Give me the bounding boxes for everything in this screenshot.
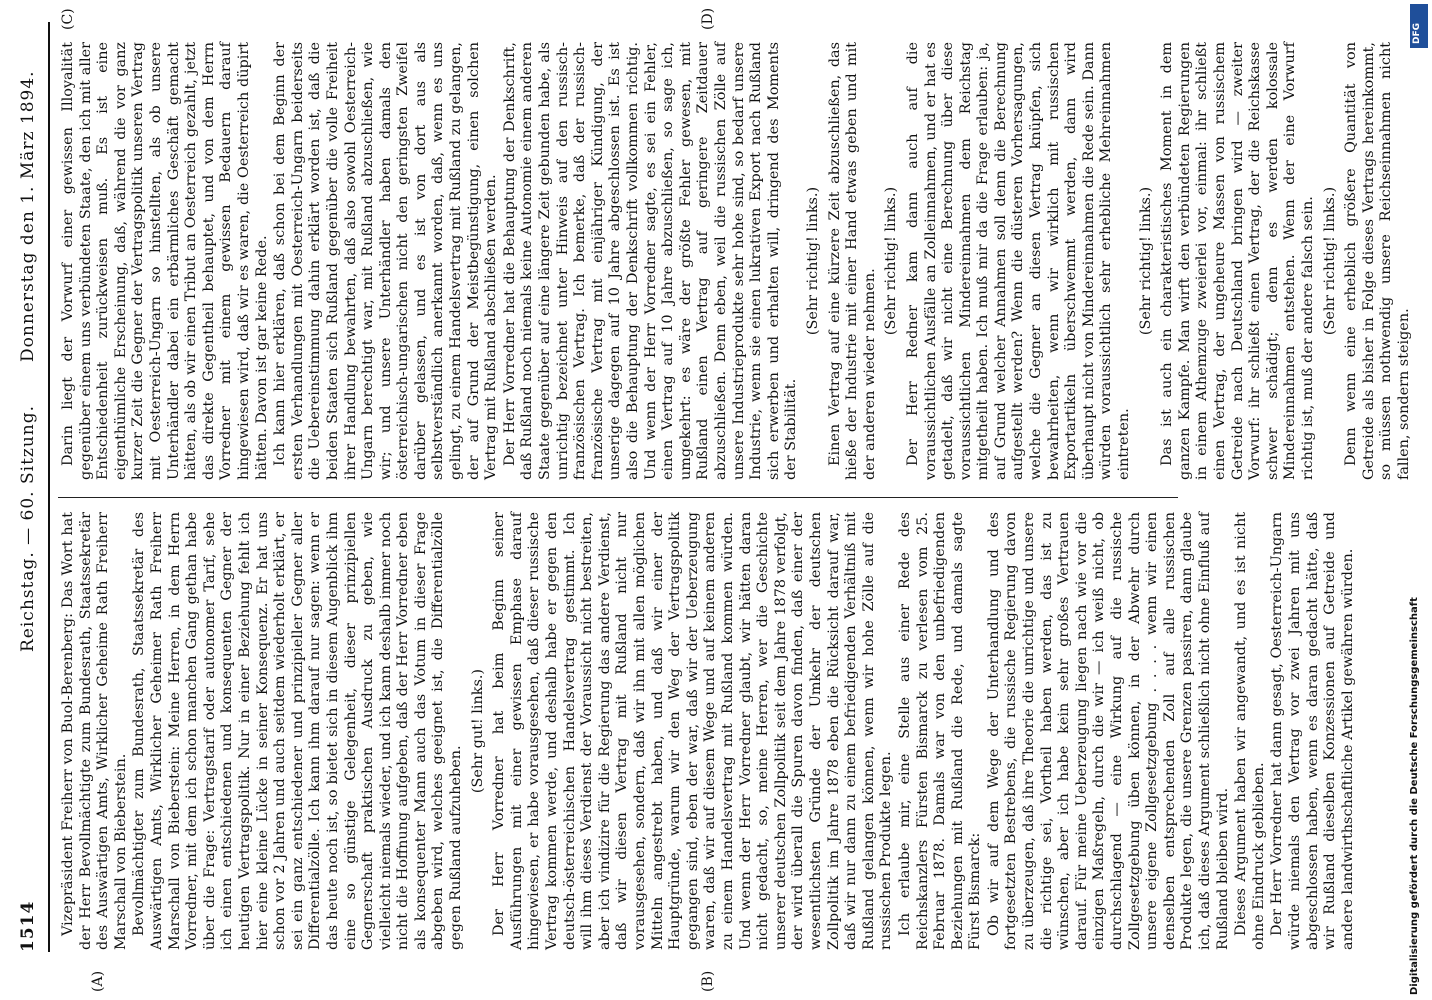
- dfg-logo: [1410, 4, 1428, 48]
- paragraph: (Sehr richtig! links.): [883, 186, 900, 336]
- paragraph: Einen Vertrag auf eine kürzere Zeit abzuschließen, das hieße der Industrie mit einer Hand etwas geben und mit der anderen wieder nehmen.: [826, 42, 878, 480]
- margin-mark-b: (B): [700, 970, 716, 992]
- margin-mark-c: (C): [60, 8, 76, 30]
- text-column-left: [60, 512, 1356, 950]
- paragraph: Der Herr Vorredner hat beim Beginn seiner Ausführungen mit einer gewissen Emphase darauf hingewiesen, er habe vorausgesehen, daß dieser russische Vertrag kommen werde, und deshalb habe er gegen den deutsch-österreichischen Handelsvertrag gestimmt. Ich will ihm dieses Verdienst der Voraussicht nicht bestreiten, aber ich vindizire für die Regierung das andere Verdienst, daß wir diesen Vertrag mit Rußland nicht nur vorausgesehen, sondern, daß wir ihn mit allen möglichen Mitteln angestrebt haben, und daß wir einer der Hauptgründe, warum wir den Weg der Vertragspolitik gegangen sind, eben der war, daß wir der Ueberzeugung waren, daß wir auf diesem Wege und auf keinem anderen zu einem Handelsvertrag mit Rußland kommen würden. Und wenn der Herr Vorredner glaubt, wir hätten daran nicht gedacht, so, meine Herren, wer die Geschichte unserer deutschen Zollpolitik seit dem Jahre 1878 verfolgt, der wird überall die Spuren davon finden, daß einer der wesentlichsten Gründe der Umkehr der deutschen Zollpolitik im Jahre 1878 eben die Rücksicht darauf war, daß wir nur dann zu einem befriedigenden Verhältniß mit Rußland gelangen können, wenn wir hohe Zölle auf die russischen Produkte legen.: [491, 512, 895, 950]
- session-date: Donnerstag den 1. März 1894.: [18, 70, 38, 362]
- header-rule: [48, 22, 50, 952]
- page-number: 1514: [18, 900, 38, 952]
- dfg-logo-text: DFG: [1412, 22, 1422, 44]
- paragraph: Ich kann hier erklären, daß schon bei dem Beginn der ersten Verhandlungen mit Oesterreich-Ungarn beiderseits die Uebereinstimmung dahin erklärt worden ist, daß die beiden Staaten sich Rußland gegenüber die volle Freiheit ihrer Handlung bewahrten, daß also sowohl Oesterreich-Ungarn berechtigt war, mit Rußland abzuschließen, wie wir; und unsere Unterhändler haben damals den österreichisch-ungarischen nicht den geringsten Zweifel darüber gelassen, und es ist von dort aus als selbstverständlich anerkannt worden, daß, wenn es uns gelingt, zu einem Handelsvertrag mit Rußland zu gelangen, der auf Grund der Meistbegünstigung, einen solchen Vertrag mit Rußland abschließen werden.: [272, 42, 500, 480]
- paragraph: Der Herr Vorredner hat die Behauptung der Denkschrift, daß Rußland noch niemals keine Autonomie einem anderen Staate gegenüber auf eine längere Zeit gebunden habe, als unrichtig bezeichnet unter Hinweis auf den russisch-französischen Vertrag. Ich bemerke, daß der russisch-französische Vertrag mit einjähriger Kündigung, der unserige dagegen auf 10 Jahre abgeschlossen ist. Es ist also die Behauptung der Denkschrift vollkommen richtig. Und wenn der Herr Vorredner sagte, es sei ein Fehler, einen Vertrag auf 10 Jahre abzuschließen, so sage ich, umgekehrt: es wäre der größte Fehler gewesen, mit Rußland einen Vertrag auf geringere Zeitdauer abzuschließen. Denn eben, weil die russischen Zölle auf unsere Industrieprodukte sehr hohe sind, so bedarf unsere Industrie, wenn sie einen lukrativen Export nach Rußland sich erwerben und erhalten will, dringend des Moments der Stabilität.: [501, 42, 800, 480]
- paragraph: (Sehr richtig! links.): [1137, 186, 1154, 336]
- paragraph: Denn wenn eine erheblich größere Quantität von Getreide als bisher in Folge dieses Vertrags hereinkommt, so müssen nothwendig unsere Reichseinnahmen nicht fallen, sondern steigen.: [1343, 42, 1412, 480]
- paragraph: Dieses Argument haben wir angewandt, und es ist nicht ohne Eindruck geblieben.: [1233, 512, 1267, 950]
- paragraph: Darin liegt der Vorwurf einer gewissen Illoyalität gegenüber einem uns verbündeten Staate, den ich mit aller Entschiedenheit zurückweisen muß. Es ist eine eigenthümliche Erscheinung, daß, während die vor ganz kurzer Zeit die Gegner der Vertragspolitik unseren Vertrag mit Oesterreich-Ungarn so hinstellten, als ob unsere Unterhändler dabei ein erbärmliches Geschäft gemacht hätten, als ob wir einen Tribut an Oesterreich gezahlt, jetzt das direkte Gegentheil behauptet, und von dem Herrn Vorredner mit einem gewissen Bedauern darauf hingewiesen wird, daß wir es waren, die Oesterreich düpirt hätten. Davon ist gar keine Rede.: [60, 42, 270, 480]
- margin-mark-d: (D): [700, 7, 716, 30]
- paragraph: Ob wir auf dem Wege der Unterhandlung und des fortgesetzten Bestrebens, die russische Regierung davon zu überzeugen, daß ihre Theorie die unrichtige und unsere die richtige sei, Vortheil haben werden, das ist zu wünschen, aber ich habe kein sehr großes Vertrauen darauf. Für meine Ueberzeugung liegen nach wie vor die einzigen Maßregeln, durch die wir — ich weiß nicht, ob durchschlagend — eine Wirkung auf die russische Zollgesetzgebung üben können, in der Abwehr durch unsere eigene Zollgesetzgebung . . . . wenn wir einen denselben entsprechenden Zoll auf alle russischen Produkte legen, die unsere Grenzen passiren, dann glaube ich, daß dieses Argument schließlich nicht ohne Einfluß auf Rußland bleiben wird.: [985, 512, 1231, 950]
- margin-mark-a: (A): [90, 970, 106, 992]
- paragraph: (Sehr richtig! links.): [804, 186, 821, 336]
- text-column-right: [60, 42, 1412, 480]
- credit-text: Digitalisierung gefördert durch die Deutsche Forschungsgemeinschaft: [1409, 597, 1420, 995]
- paragraph: (Sehr gut! links.): [469, 668, 486, 794]
- paragraph: Vizepräsident Freiherr von Buol-Berenberg: Das Wort hat der Herr Bevollmächtigte zum Bundesrath, Staatssekretär des Auswärtigen Amts, Wirklicher Geheime Rath Freiherr Marschall von Bieberstein.: [60, 512, 129, 950]
- paragraph: Das ist auch ein charakteristisches Moment in dem ganzen Kampfe. Man wirft den verbündeten Regierungen in einem Athemzuge zweierlei vor, einmal: ihr schließt einen Vertrag, der ungeheure Massen von russischem Getreide nach Deutschland bringen wird — zweiter Vorwurf: ihr schließt einen Vertrag, der die Reichskasse schwer schädigt; denn es werden kolossale Mindereinnahmen entstehen. Wenn der eine Vorwurf richtig ist, muß der andere falsch sein.: [1159, 42, 1316, 480]
- page-header: [16, 32, 46, 952]
- paragraph: Ich erlaube mir, eine Stelle aus einer Rede des Reichskanzlers Fürsten Bismarck zu verlesen vom 25. Februar 1878. Damals war von den unbefriedigenden Beziehungen mit Rußland die Rede, und damals sagte Fürst Bismarck:: [896, 512, 984, 950]
- paragraph: Der Herr Vorredner hat dann gesagt, Oesterreich-Ungarn würde niemals den Vertrag vor zwei Jahren mit uns abgeschlossen haben, wenn es daran gedacht hätte, daß wir Rußland dieselben Konzessionen auf Getreide und andere landwirthschaftliche Artikel gewähren würden.: [1269, 512, 1356, 950]
- paragraph: Der Herr Redner kam dann auch auf die voraussichtlichen Ausfälle an Zolleinnahmen, und er hat es getadelt, daß wir nicht eine Berechnung über diese voraussichtlichen Mindereinnahmen dem Reichstag mitgetheilt haben. Ich muß mir da die Frage erlauben: ja, auf Grund welcher Annahmen soll denn die Berechnung aufgestellt werden? Wenn die düsteren Vorhersagungen, welche die Gegner an diesen Vertrag knüpfen, sich bewahrheiten, wenn wir wirklich mit russischen Exportartikeln überschwemmt werden, dann wird überhaupt nicht von Mindereinnahmen die Rede sein. Dann würden voraussichtlich sehr erhebliche Mehreinnahmen eintreten.: [904, 42, 1133, 480]
- paragraph: (Sehr richtig! links.): [1321, 186, 1338, 336]
- digitization-credit: [1406, 0, 1428, 1000]
- column-divider: [58, 497, 1178, 498]
- paragraph: Bevollmächtigter zum Bundesrath, Staatssekretär des Auswärtigen Amts, Wirklicher Geheimer Rath Freiherr Marschall von Bieberstein: Meine Herren, in dem Herrn Vorredner, mit dem ich schon manchen Gang gethan habe über die Frage: Vertragstarif oder autonomer Tarif, sehe ich einen entschiedenen und konsequenten Gegner der heutigen Vertragspolitik. Nur in einer Beziehung fehlt ich hier eine kleine Lücke in seiner Konsequenz. Er hat uns schon vor 2 Jahren und auch seitdem wiederholt erklärt, er sei ein ganz entschiedener und prinzipieller Gegner aller Differentialzölle. Ich kann ihm darauf nur sagen: wenn er das heute noch ist, so bietet sich in diesem Augenblick ihm eine so günstige Gelegenheit, dieser prinzipiellen Gegnerschaft praktischen Ausdruck zu geben, wie vielleicht niemals wieder, und ich kann deshalb immer noch nicht die Hoffnung aufgeben, daß der Herr Vorredner eben als konsequenter Mann auch das Votum in dieser Frage abgeben wird, welches geeignet ist, die Differentialzölle gegen Rußland aufzuheben.: [131, 512, 465, 950]
- session-title: Reichstag. — 60. Sitzung.: [18, 404, 38, 652]
